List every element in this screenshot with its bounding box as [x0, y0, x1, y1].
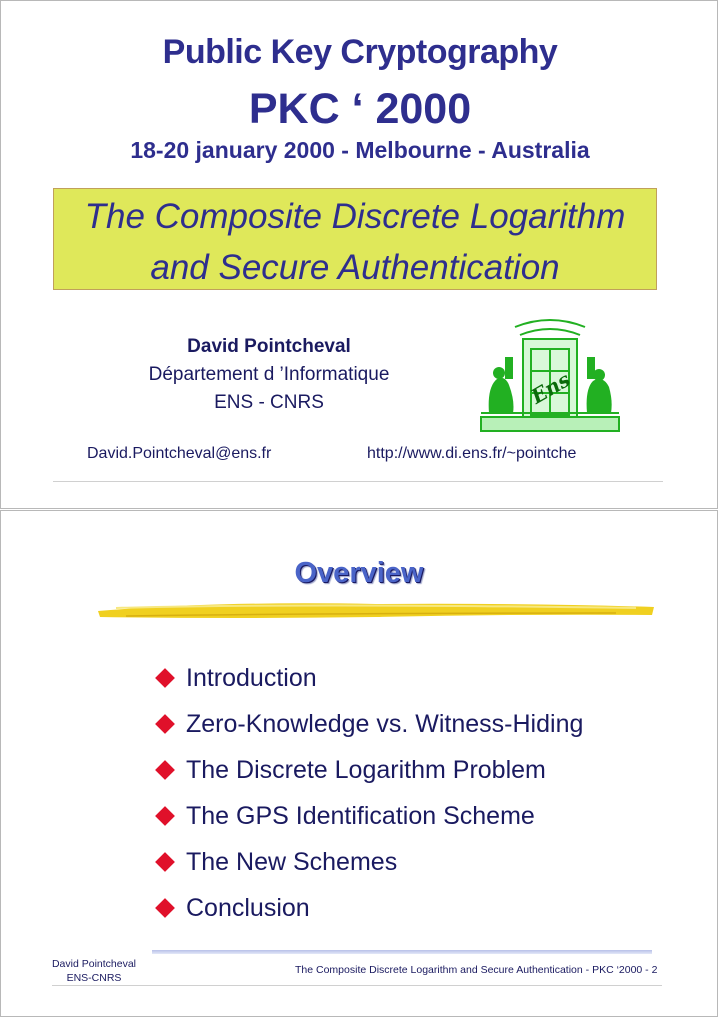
author-name: David Pointcheval — [187, 336, 351, 357]
bullet-diamond-icon — [155, 806, 175, 826]
list-item-label: The GPS Identification Scheme — [186, 801, 535, 830]
bullet-diamond-icon — [155, 852, 175, 872]
bullet-diamond-icon — [155, 898, 175, 918]
list-item — [150, 655, 583, 701]
bullet-diamond-icon — [155, 714, 175, 734]
slide2-divider — [52, 985, 662, 986]
author-department: Département d ’Informatique — [148, 364, 390, 385]
footer-lab: ENS-CNRS — [66, 972, 122, 984]
conference-name: Public Key Cryptography — [162, 33, 558, 71]
list-item — [150, 885, 583, 931]
talk-title-line2: and Secure Authentication — [150, 248, 560, 287]
list-item — [150, 747, 583, 793]
title-slide — [0, 0, 718, 509]
author-homepage-link[interactable]: http://www.di.ens.fr/~pointche — [367, 445, 577, 462]
list-item — [150, 793, 583, 839]
bullet-diamond-icon — [155, 668, 175, 688]
slide1-divider — [53, 481, 663, 482]
footer-rule — [152, 950, 652, 954]
footer-author-block — [44, 957, 144, 985]
footer-caption: The Composite Discrete Logarithm and Secure Authentication - PKC ‘2000 - 2 — [295, 964, 658, 976]
talk-title-line1: The Composite Discrete Logarithm — [84, 197, 626, 236]
list-item-label: The Discrete Logarithm Problem — [186, 755, 546, 784]
ens-building-logo-icon — [475, 317, 625, 437]
list-item — [150, 839, 583, 885]
author-email-link[interactable]: David.Pointcheval@ens.fr — [87, 445, 272, 462]
list-item-label: The New Schemes — [186, 847, 398, 876]
brush-stroke-underline-icon — [96, 595, 656, 625]
bullet-diamond-icon — [155, 760, 175, 780]
conference-short-title: PKC ‘ 2000 — [248, 85, 472, 133]
footer-author: David Pointcheval — [51, 958, 137, 970]
talk-title-box — [53, 188, 657, 290]
conference-dates: 18-20 january 2000 - Melbourne - Australia — [130, 137, 590, 163]
overview-heading: Overview — [294, 557, 424, 589]
list-item-label: Conclusion — [186, 893, 310, 922]
overview-list — [150, 655, 583, 931]
list-item-label: Introduction — [186, 663, 317, 692]
ens-logo-text: Ens — [526, 367, 575, 409]
author-lab: ENS - CNRS — [214, 392, 324, 413]
list-item-label: Zero-Knowledge vs. Witness-Hiding — [186, 709, 584, 738]
list-item — [150, 701, 583, 747]
